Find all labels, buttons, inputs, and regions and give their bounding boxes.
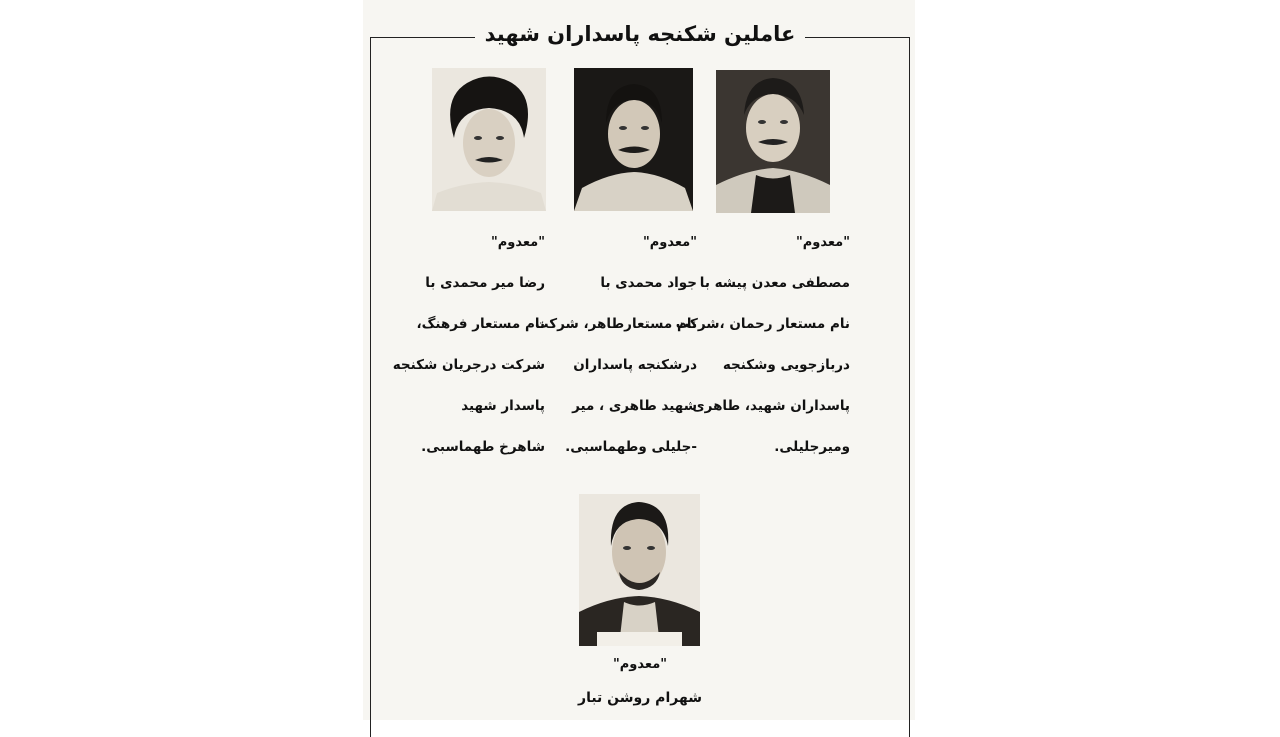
- caption-line: نام مستعار رحمان ،شرکت: [675, 316, 850, 332]
- title-bar: [370, 14, 910, 54]
- caption-line: جواد محمدی با: [600, 275, 697, 291]
- caption-line: نام مستعار فرهنگ،: [416, 316, 545, 332]
- status-label: "معدوم": [490, 235, 545, 250]
- caption-line: رضا میر محمدی با: [425, 275, 545, 291]
- person-name: شهرام روشن تبار: [578, 690, 702, 706]
- caption-line: شهید طاهری ، میر: [572, 398, 697, 414]
- status-label: "معدوم": [612, 657, 668, 672]
- bottom-caption-status: [540, 656, 740, 672]
- caption-line: ومیرجلیلی.: [774, 439, 850, 455]
- status-label: "معدوم": [642, 235, 697, 250]
- portrait-photo-3: [432, 68, 546, 211]
- caption-line: درشکنجه پاسداران: [573, 357, 697, 373]
- caption-line: مصطفی معدن پیشه با: [699, 275, 850, 291]
- portrait-photo-4: [579, 494, 700, 646]
- caption-line: نام مستعارطاهر، شرکت: [535, 316, 697, 332]
- caption-line: شاهرخ طهماسبی.: [421, 439, 545, 455]
- status-label: "معدوم": [795, 235, 850, 250]
- portrait-photo-2: [574, 68, 693, 211]
- caption-line: دربازجویی وشکنجه: [722, 357, 850, 373]
- caption-line: پاسداران شهید، طاهری: [692, 398, 850, 414]
- portrait-photo-1: [716, 70, 830, 213]
- caption-line: شرکت درجریان شکنجه: [392, 357, 545, 373]
- caption-2: [535, 222, 697, 468]
- caption-1: [675, 222, 850, 468]
- page-title: عاملین شکنجه پاسداران شهید: [475, 22, 806, 46]
- caption-3: [392, 222, 545, 468]
- bottom-caption-name: [540, 690, 740, 706]
- caption-line: پاسدار شهید: [461, 398, 545, 414]
- caption-line: -جلیلی وطهماسبی.: [565, 439, 697, 455]
